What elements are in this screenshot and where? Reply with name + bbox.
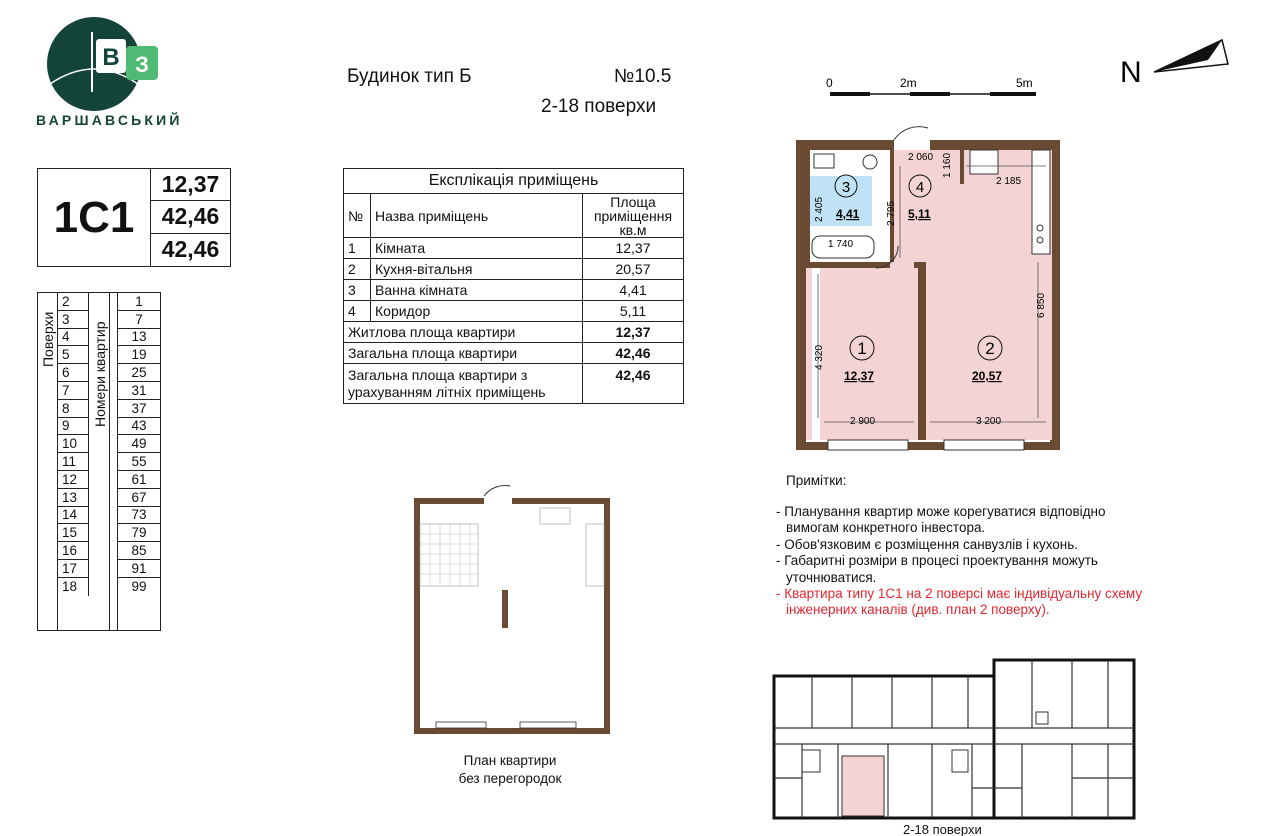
- explication-row: [344, 301, 684, 322]
- notes-title: Примітки:: [786, 473, 847, 488]
- note-item: - Обов'язковим є розміщення санвузлів і кухонь.: [776, 536, 1079, 552]
- explication-row: [344, 238, 684, 259]
- dim-1160: 1 160: [942, 152, 953, 178]
- explication-row: [344, 259, 684, 280]
- summer-area-label: Загальна площа квартири з урахуванням літніх приміщень: [344, 364, 583, 404]
- summer-area-total: 42,46: [583, 364, 684, 404]
- dim-2185: 2 185: [996, 176, 1022, 187]
- apartment-number: 99: [131, 579, 147, 595]
- floor-number: 9: [58, 418, 88, 436]
- explication-row: [344, 280, 684, 301]
- explication-title: Експлікація приміщень: [344, 169, 684, 194]
- fridge-icon: [970, 150, 998, 174]
- floor-number: 13: [58, 489, 88, 507]
- toilet-icon: [863, 155, 877, 169]
- compass-north-icon: [1118, 36, 1233, 86]
- explication-name: Кімната: [371, 238, 583, 259]
- sink-icon: [814, 154, 834, 168]
- apartment-number: 1: [118, 293, 160, 311]
- apartment-number: 37: [118, 400, 160, 418]
- scale-label-2m: 2m: [900, 76, 917, 90]
- building-number: №10.5: [614, 66, 672, 87]
- floor-number: 11: [58, 453, 88, 471]
- dim-6850: 6 850: [1036, 292, 1047, 318]
- explication-area: 20,57: [583, 259, 684, 280]
- explication-num: 2: [344, 259, 371, 280]
- living-area-value: 12,37: [151, 169, 230, 201]
- room-1-number: 1: [857, 339, 867, 358]
- scale-bar: [820, 72, 1050, 102]
- total-area-label: Загальна площа квартири: [344, 343, 583, 364]
- apartment-number: 13: [118, 329, 160, 347]
- room-1-area-label: 12,37: [844, 369, 875, 383]
- scale-label-0: 0: [826, 76, 833, 90]
- explication-num: 4: [344, 301, 371, 322]
- svg-text:З: З: [135, 52, 149, 77]
- room-1-area: [820, 268, 918, 440]
- floor-number: 5: [58, 346, 88, 364]
- dim-1740: 1 740: [828, 239, 854, 250]
- brand-logo: [34, 14, 194, 134]
- open-floor-plan: [410, 484, 620, 740]
- floor-number: 10: [58, 435, 88, 453]
- explication-area: 4,41: [583, 280, 684, 301]
- note-highlight: - Квартира типу 1С1 на 2 поверсі має індивідуальну схему інженерних каналів (див. план 2 поверху).: [776, 586, 1143, 618]
- apartment-number: 7: [118, 311, 160, 329]
- dim-2900: 2 900: [850, 416, 876, 427]
- floor-number: 2: [58, 293, 88, 311]
- dim-2060: 2 060: [908, 152, 934, 163]
- apartment-number: 19: [118, 346, 160, 364]
- floors-apartments-table: [37, 292, 161, 631]
- apartment-numbers-column: [118, 293, 160, 596]
- explication-area: 12,37: [583, 238, 684, 259]
- explication-num: 1: [344, 238, 371, 259]
- floors-label-column: [38, 293, 58, 630]
- apartment-floor-plan: [790, 118, 1070, 458]
- apartment-number: 85: [118, 542, 160, 560]
- floors-range: 2-18 поверхи: [541, 96, 657, 117]
- room-2-number: 2: [985, 339, 995, 358]
- key-plan-caption: 2-18 поверхи: [903, 822, 982, 836]
- floor-number: 14: [58, 507, 88, 525]
- apartment-type-code: 1С1: [38, 169, 151, 266]
- notes-list: [776, 504, 1156, 619]
- total-area-value: 42,46: [151, 201, 230, 233]
- apartment-number: 49: [118, 435, 160, 453]
- header-num: №: [344, 194, 371, 238]
- floor-number: 8: [58, 400, 88, 418]
- room-4-area-label: 5,11: [908, 207, 931, 221]
- floor-number: 12: [58, 471, 88, 489]
- explication-name: Кухня-вітальня: [371, 259, 583, 280]
- header-name: Назва приміщень: [371, 194, 583, 238]
- open-plan-caption-line-2: без перегородок: [458, 771, 562, 786]
- dim-2405: 2 405: [814, 196, 825, 222]
- apartment-number: 55: [118, 453, 160, 471]
- floor-number: 17: [58, 560, 88, 578]
- building-type: Будинок тип Б: [347, 66, 472, 87]
- svg-text:N: N: [1120, 56, 1142, 86]
- apartment-number: 25: [118, 364, 160, 382]
- apartments-label-column: [89, 293, 110, 630]
- floor-number: 18: [62, 579, 78, 595]
- living-area-total: 12,37: [583, 322, 684, 343]
- floor-numbers-column: [58, 293, 89, 596]
- open-plan-caption-line-1: План квартири: [463, 753, 557, 768]
- floor-number: 15: [58, 524, 88, 542]
- room-2-area-label: 20,57: [972, 369, 1003, 383]
- logo-emblem-icon: [34, 14, 194, 114]
- header-area: Площа приміщення кв.м: [583, 194, 684, 238]
- room-3-area-label: 4,41: [836, 207, 860, 221]
- explication-table: [343, 168, 684, 404]
- apartment-number: 73: [118, 507, 160, 525]
- apartment-number: 61: [118, 471, 160, 489]
- brand-name: ВАРШАВСЬКИЙ: [36, 112, 183, 128]
- total-area-total: 42,46: [583, 343, 684, 364]
- apartment-number: 67: [118, 489, 160, 507]
- floor-number: 7: [58, 382, 88, 400]
- dim-3200: 3 200: [976, 416, 1002, 427]
- explication-num: 3: [344, 280, 371, 301]
- apartment-number: 91: [118, 560, 160, 578]
- building-key-plan: [772, 658, 1136, 820]
- apartment-number: 43: [118, 418, 160, 436]
- note-item: - Планування квартир може корегуватися відповідно вимогам конкретного інвестора.: [776, 504, 1106, 536]
- room-4-number: 4: [915, 179, 925, 196]
- apartment-type-box: [37, 168, 231, 267]
- floor-number: 16: [58, 542, 88, 560]
- scale-label-5m: 5m: [1016, 76, 1033, 90]
- apartment-number: 79: [118, 524, 160, 542]
- explication-name: Коридор: [371, 301, 583, 322]
- dim-2795: 2 795: [886, 200, 897, 226]
- floor-number: 3: [58, 311, 88, 329]
- floor-number: 4: [58, 329, 88, 347]
- explication-name: Ванна кімната: [371, 280, 583, 301]
- floor-number: 6: [58, 364, 88, 382]
- highlighted-apartment: [842, 756, 884, 816]
- explication-area: 5,11: [583, 301, 684, 322]
- living-area-label: Житлова площа квартири: [344, 322, 583, 343]
- open-plan-caption: [440, 752, 580, 788]
- dim-4320: 4 320: [814, 344, 825, 370]
- total-area-summer-value: 42,46: [161, 236, 220, 263]
- note-item: - Габаритні розміри в процесі проектування можуть уточнюватися.: [776, 553, 1098, 585]
- floors-label: Поверхи: [40, 311, 56, 367]
- svg-text:В: В: [102, 44, 120, 71]
- apartment-number: 31: [118, 382, 160, 400]
- room-3-number: 3: [841, 179, 851, 196]
- apartments-label: Номери квартир: [92, 321, 108, 427]
